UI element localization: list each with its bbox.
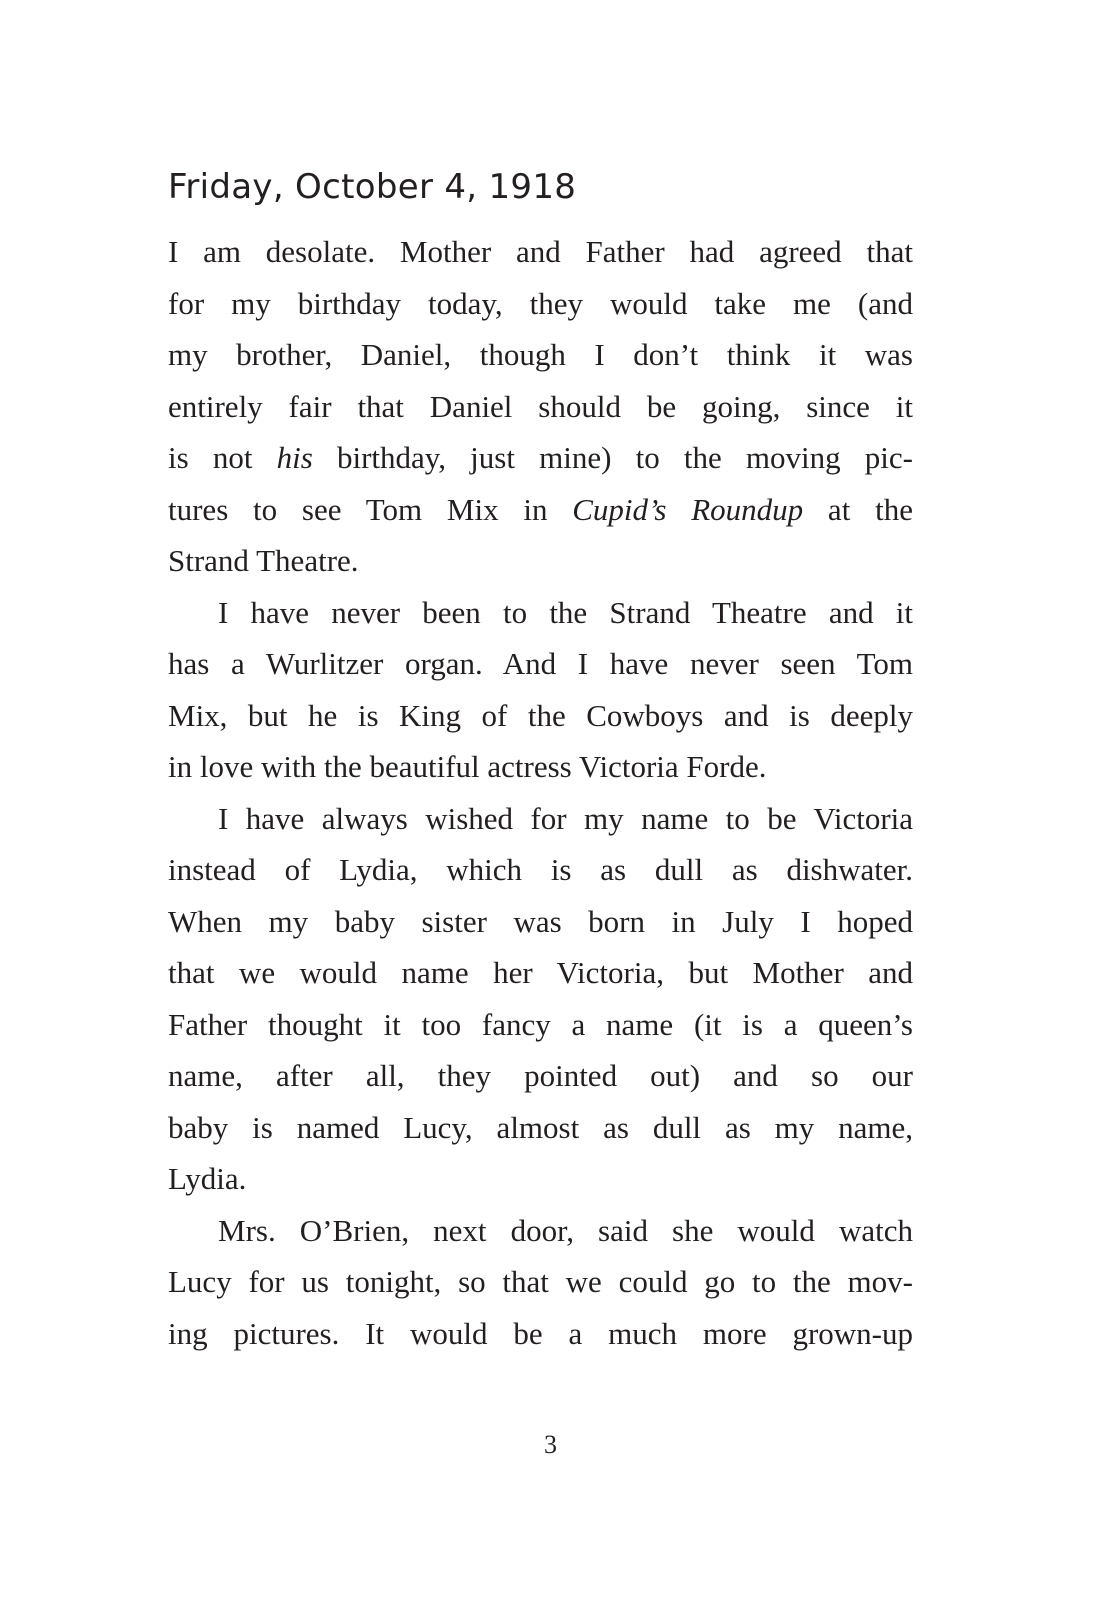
text-line: Mix, but he is King of the Cowboys and is deeply bbox=[168, 697, 913, 733]
paragraph bbox=[168, 587, 913, 793]
text-line: I am desolate. Mother and Father had agreed that bbox=[168, 234, 913, 269]
diary-entry-date-heading: Friday, October 4, 1918 bbox=[168, 167, 577, 207]
text-line: Mrs. O’Brien, next door, said she would watch bbox=[218, 1212, 914, 1248]
text-line: name, after all, they pointed out) and so our bbox=[168, 1058, 913, 1093]
page-number: 3 bbox=[544, 1430, 557, 1459]
text-line: entirely fair that Daniel should be going, since it bbox=[168, 388, 913, 424]
text-run: tures to see Tom Mix in bbox=[168, 491, 573, 527]
text-line: Strand Theatre. bbox=[168, 543, 359, 578]
text-line: that we would name her Victoria, but Mother and bbox=[168, 955, 913, 990]
text-line: When my baby sister was born in July I hoped bbox=[168, 903, 914, 939]
text-line: instead of Lydia, which is as dull as dishwater. bbox=[168, 852, 914, 887]
text-line bbox=[168, 432, 913, 484]
italic-title: Cupid’s Roundup bbox=[572, 491, 804, 527]
text-line: Lydia. bbox=[168, 1161, 247, 1196]
text-line: ing pictures. It would be a much more grown-up bbox=[168, 1315, 914, 1351]
text-line: has a Wurlitzer organ. And I have never seen Tom bbox=[168, 646, 914, 681]
text-line bbox=[168, 484, 913, 536]
text-run: at the bbox=[803, 491, 913, 527]
text-line: Lucy for us tonight, so that we could go to the mov- bbox=[168, 1264, 913, 1299]
paragraph bbox=[168, 226, 913, 587]
text-line: I have never been to the Strand Theatre and it bbox=[218, 594, 913, 630]
paragraph bbox=[168, 1205, 913, 1360]
text-line: for my birthday today, they would take me (and bbox=[168, 285, 913, 321]
text-line: Father thought it too fancy a name (it is a queen’s bbox=[168, 1006, 913, 1042]
italic-title: his bbox=[276, 440, 313, 475]
text-run: birthday, just mine) to the moving pic- bbox=[312, 440, 913, 475]
text-line: I have always wished for my name to be Victoria bbox=[218, 800, 914, 836]
text-run: is not bbox=[168, 440, 277, 475]
text-line: in love with the beautiful actress Victoria Forde. bbox=[168, 749, 767, 784]
diary-entry-body bbox=[168, 226, 913, 1359]
paragraph bbox=[168, 793, 913, 1205]
text-line: baby is named Lucy, almost as dull as my name, bbox=[168, 1109, 914, 1145]
text-line: my brother, Daniel, though I don’t think it was bbox=[168, 337, 913, 372]
